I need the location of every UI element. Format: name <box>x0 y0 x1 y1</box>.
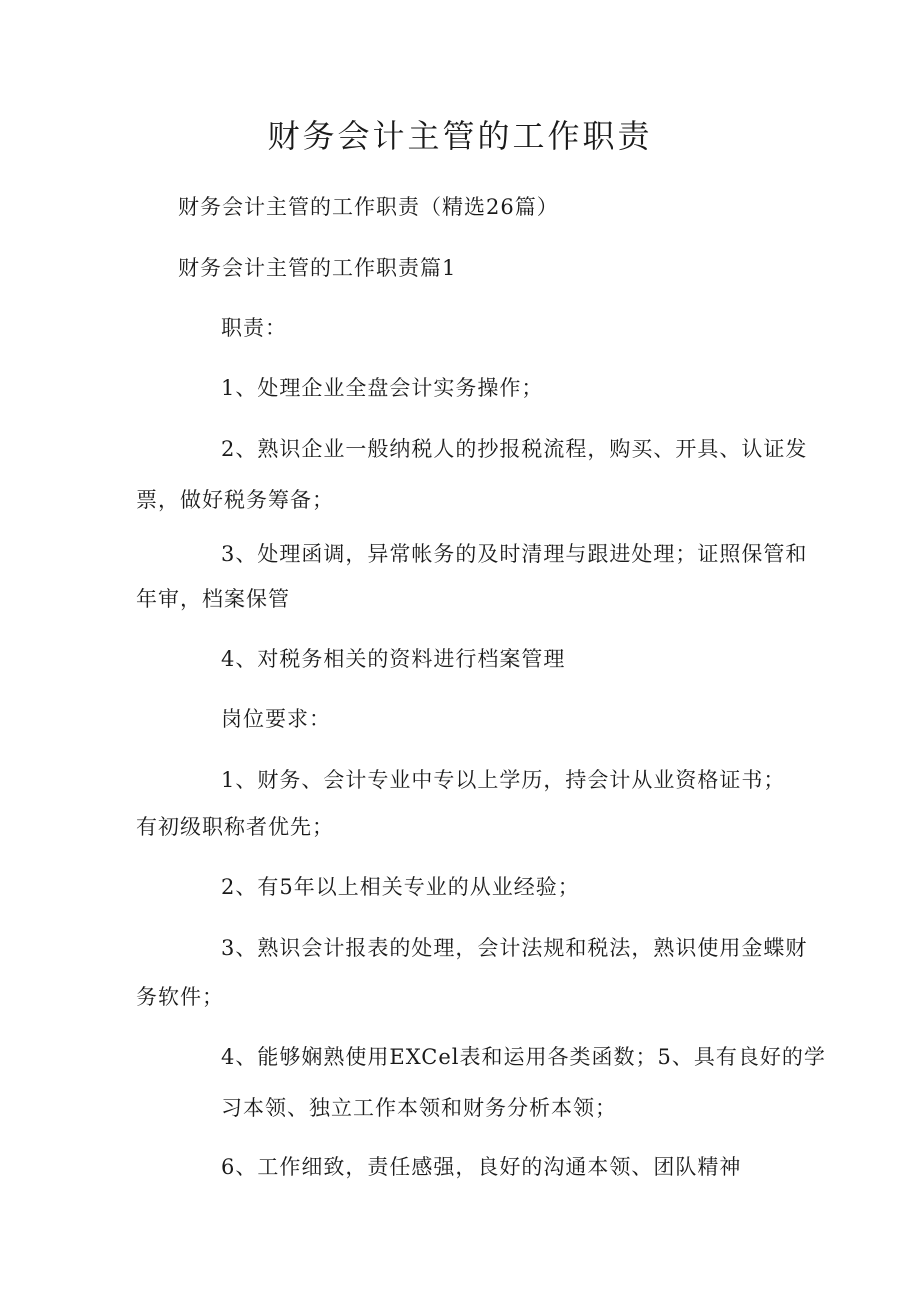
requirement-item-1-line-1: 1、财务、会计专业中专以上学历，持会计从业资格证书； <box>221 768 786 792</box>
requirement-item-3-line-2: 务软件； <box>136 985 224 1009</box>
requirement-item-4-line-2: 习本领、独立工作本领和财务分析本领； <box>221 1096 617 1120</box>
section-heading: 财务会计主管的工作职责篇1 <box>178 256 457 280</box>
duty-item-2-line-1: 2、熟识企业一般纳税人的抄报税流程，购买、开具、认证发 <box>221 437 808 461</box>
duty-item-1: 1、处理企业全盘会计实务操作； <box>221 376 544 400</box>
duty-item-3-line-2: 年审，档案保管 <box>136 587 290 611</box>
requirement-item-2: 2、有5年以上相关专业的从业经验； <box>221 875 580 899</box>
requirement-item-4-line-1: 4、能够娴熟使用EXCel表和运用各类函数；5、具有良好的学 <box>221 1045 826 1069</box>
document-title: 财务会计主管的工作职责 <box>267 117 653 155</box>
requirements-label: 岗位要求： <box>221 707 331 731</box>
duty-item-3-line-1: 3、处理函调，异常帐务的及时清理与跟进处理；证照保管和 <box>221 542 808 566</box>
requirement-item-6: 6、工作细致，责任感强，良好的沟通本领、团队精神 <box>221 1155 742 1179</box>
requirement-item-1-line-2: 有初级职称者优先； <box>136 815 334 839</box>
document-subtitle: 财务会计主管的工作职责（精选26篇） <box>178 195 559 219</box>
duty-item-4: 4、对税务相关的资料进行档案管理 <box>221 647 566 671</box>
duty-item-2-line-2: 票，做好税务筹备； <box>136 488 334 512</box>
duties-label: 职责： <box>221 316 287 340</box>
requirement-item-3-line-1: 3、熟识会计报表的处理，会计法规和税法，熟识使用金蝶财 <box>221 936 808 960</box>
